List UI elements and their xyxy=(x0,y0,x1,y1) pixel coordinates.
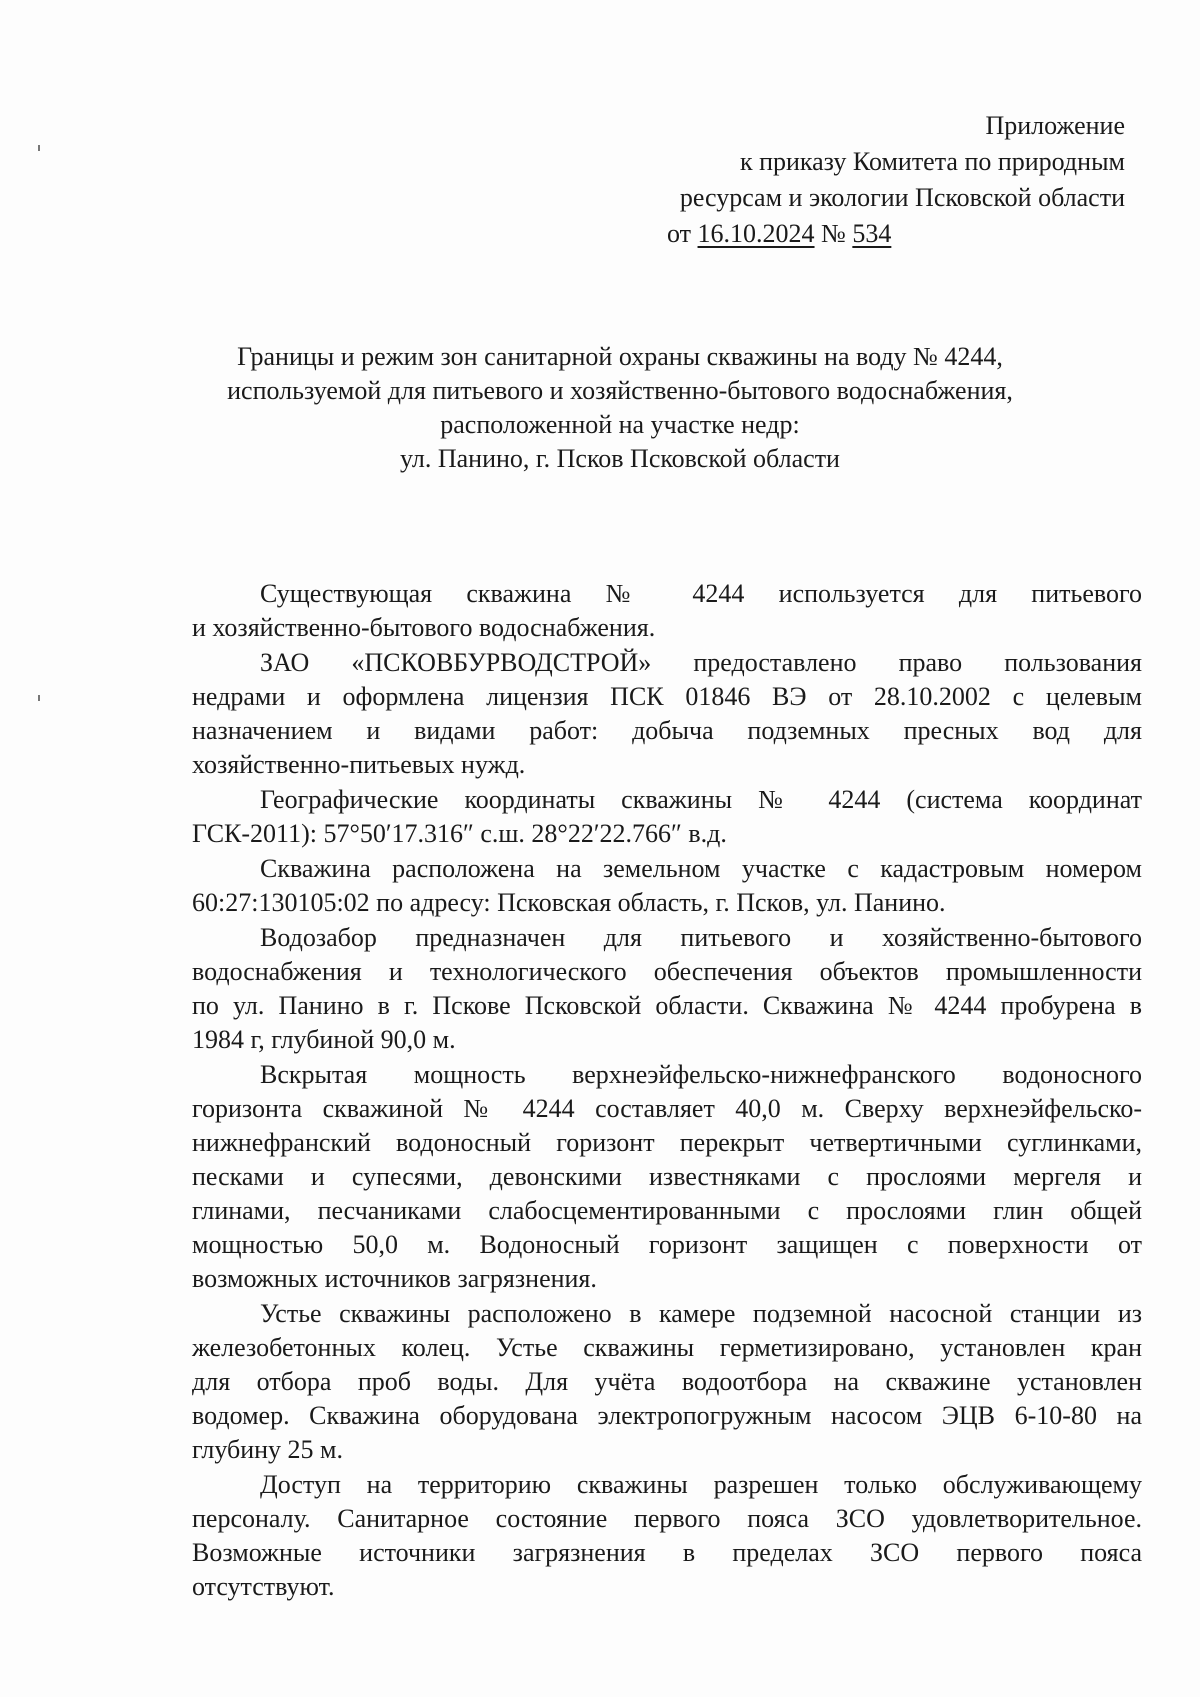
paragraph-line: отсутствуют. xyxy=(192,1572,335,1601)
appendix-label: Приложение xyxy=(985,111,1125,140)
scan-speck xyxy=(38,145,40,151)
date-prefix: от xyxy=(667,219,692,248)
number-prefix: № xyxy=(821,219,846,248)
scan-speck xyxy=(38,695,40,701)
paragraph-line: Доступ на территорию скважины разрешен только обслуживающему xyxy=(260,1470,1142,1499)
order-reference: к приказу Комитета по природным xyxy=(739,147,1125,176)
paragraph-line: глубину 25 м. xyxy=(192,1435,343,1464)
paragraph-line: ГСК-2011): 57°50′17.316″ с.ш. 28°22′22.766″ в.д. xyxy=(192,819,727,848)
paragraph xyxy=(192,852,1142,920)
paragraph-line: водоснабжения и технологического обеспечения объектов промышленности xyxy=(192,957,1142,986)
title-line: Границы и режим зон санитарной охраны скважины на воду № 4244, xyxy=(237,342,1003,371)
paragraph-line: горизонта скважиной № 4244 составляет 40,0 м. Сверху верхнеэйфельско- xyxy=(192,1094,1142,1123)
order-date: 16.10.2024 xyxy=(697,219,815,248)
document-title xyxy=(190,340,1050,476)
paragraph-line: назначением и видами работ: добыча подземных пресных вод для xyxy=(192,716,1142,745)
paragraph-line: персоналу. Санитарное состояние первого пояса ЗСО удовлетворительное. xyxy=(192,1504,1142,1533)
paragraph xyxy=(192,577,1142,645)
paragraph-line: Скважина расположена на земельном участке с кадастровым номером xyxy=(260,854,1142,883)
paragraph xyxy=(192,1058,1142,1296)
paragraph-line: по ул. Панино в г. Пскове Псковской области. Скважина № 4244 пробурена в xyxy=(192,991,1142,1020)
paragraph-line: хозяйственно-питьевых нужд. xyxy=(192,750,526,779)
order-date-line xyxy=(565,216,1125,252)
paragraph-line: 1984 г, глубиной 90,0 м. xyxy=(192,1025,456,1054)
order-number: 534 xyxy=(852,219,892,248)
paragraph xyxy=(192,1297,1142,1467)
paragraph xyxy=(192,1468,1142,1604)
paragraph-line: ЗАО «ПСКОВБУРВОДСТРОЙ» предоставлено право пользования xyxy=(260,648,1142,677)
paragraph xyxy=(192,783,1142,851)
paragraph-line: железобетонных колец. Устье скважины герметизировано, установлен кран xyxy=(192,1333,1142,1362)
title-line: ул. Панино, г. Псков Псковской области xyxy=(400,444,840,473)
paragraph-line: Существующая скважина № 4244 используется для питьевого xyxy=(260,579,1142,608)
paragraph-line: 60:27:130105:02 по адресу: Псковская область, г. Псков, ул. Панино. xyxy=(192,888,946,917)
title-line: расположенной на участке недр: xyxy=(440,410,800,439)
paragraph-line: недрами и оформлена лицензия ПСК 01846 ВЭ от 28.10.2002 с целевым xyxy=(192,682,1142,711)
appendix-header xyxy=(565,108,1125,252)
paragraph xyxy=(192,921,1142,1057)
paragraph-line: для отбора проб воды. Для учёта водоотбора на скважине установлен xyxy=(192,1367,1142,1396)
paragraph-line: глинами, песчаниками слабосцементированными с прослоями глин общей xyxy=(192,1196,1142,1225)
document-body xyxy=(192,577,1142,1605)
paragraph-line: Вскрытая мощность верхнеэйфельско-нижнефранского водоносного xyxy=(260,1060,1142,1089)
committee-name: ресурсам и экологии Псковской области xyxy=(679,183,1125,212)
paragraph-line: Водозабор предназначен для питьевого и хозяйственно-бытового xyxy=(260,923,1142,952)
paragraph xyxy=(192,646,1142,782)
paragraph-line: Устье скважины расположено в камере подземной насосной станции из xyxy=(260,1299,1142,1328)
paragraph-line: водомер. Скважина оборудована электропогружным насосом ЭЦВ 6-10-80 на xyxy=(192,1401,1142,1430)
paragraph-line: нижнефранский водоносный горизонт перекрыт четвертичными суглинками, xyxy=(192,1128,1142,1157)
paragraph-line: возможных источников загрязнения. xyxy=(192,1264,597,1293)
paragraph-line: мощностью 50,0 м. Водоносный горизонт защищен с поверхности от xyxy=(192,1230,1142,1259)
paragraph-line: и хозяйственно-бытового водоснабжения. xyxy=(192,613,656,642)
title-line: используемой для питьевого и хозяйственно-бытового водоснабжения, xyxy=(227,376,1013,405)
paragraph-line: песками и супесями, девонскими известняками с прослоями мергеля и xyxy=(192,1162,1142,1191)
paragraph-line: Географические координаты скважины № 4244 (система координат xyxy=(260,785,1142,814)
paragraph-line: Возможные источники загрязнения в пределах ЗСО первого пояса xyxy=(192,1538,1142,1567)
